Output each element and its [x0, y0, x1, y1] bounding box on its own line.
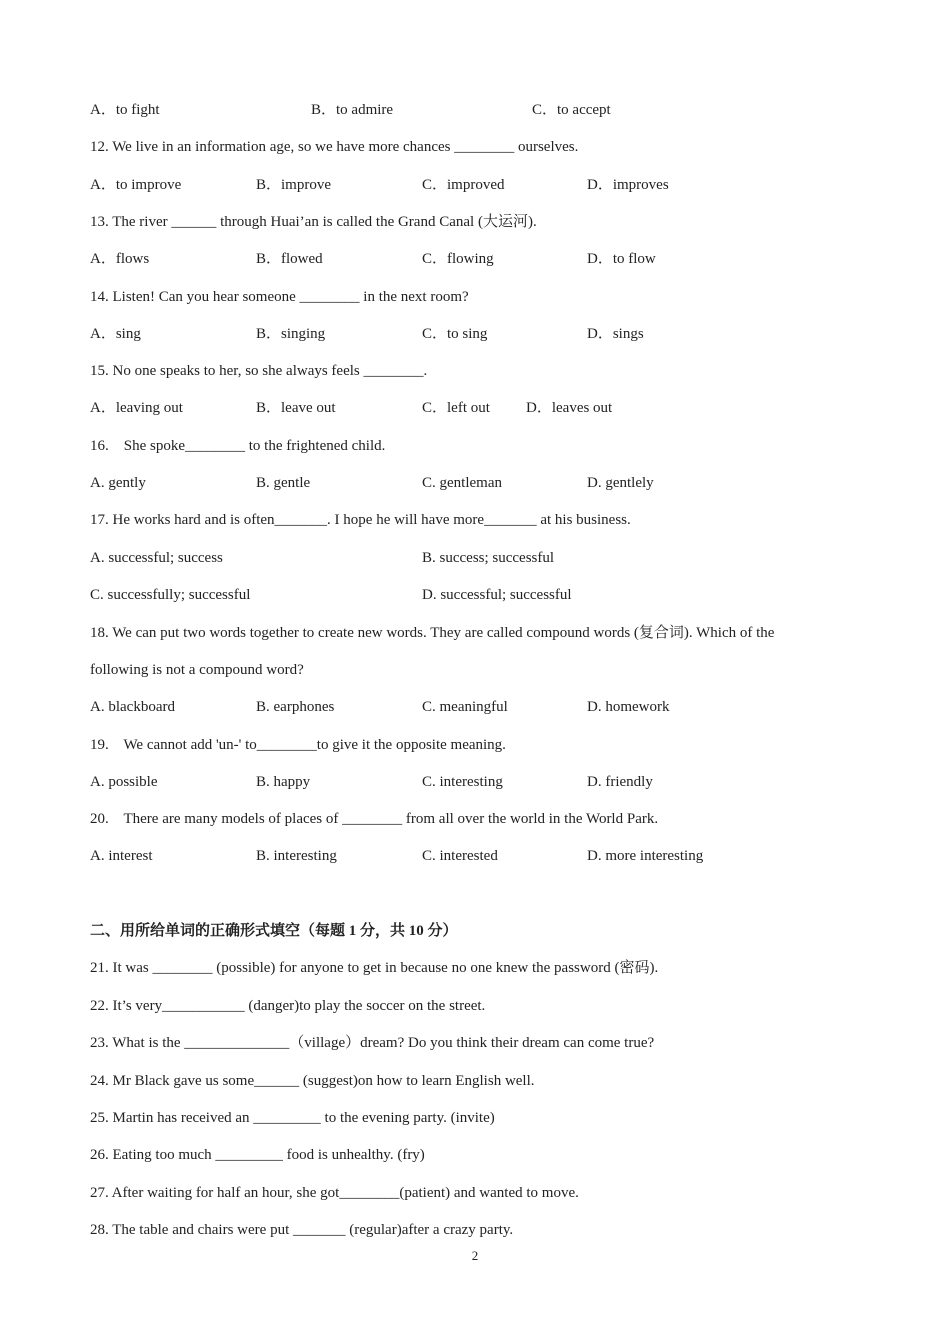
q13-stem: 13. The river ______ through Huai’an is called the Grand Canal (大运河). — [90, 214, 537, 230]
q21-item: 21. It was ________ (possible) for anyone to get in because no one knew the password (密码). — [90, 960, 659, 976]
q18-option-b: B. earphones — [256, 699, 335, 715]
q17-option-d: D. successful; successful — [422, 587, 572, 603]
q13-option-a: A．flows — [90, 251, 150, 267]
q18-stem-line1: 18. We can put two words together to create new words. They are called compound words (复合词). Which of the — [90, 625, 775, 641]
q17-option-a: A. successful; success — [90, 550, 223, 566]
q14-option-b: B．singing — [256, 326, 326, 342]
q17-stem: 17. He works hard and is often_______. I hope he will have more_______ at his business. — [90, 512, 631, 528]
q19-option-d: D. friendly — [587, 774, 653, 790]
q17-option-b: B. success; successful — [422, 550, 555, 566]
q22-item: 22. It’s very___________ (danger)to play the soccer on the street. — [90, 998, 486, 1014]
q18-option-a: A. blackboard — [90, 699, 175, 715]
q19-option-b: B. happy — [256, 774, 311, 790]
q27-item: 27. After waiting for half an hour, she got________(patient) and wanted to move. — [90, 1185, 579, 1201]
q12-option-d: D．improves — [587, 177, 669, 193]
q15-option-c: C．left out — [422, 400, 490, 416]
q13-option-d: D．to flow — [587, 251, 656, 267]
section2-heading: 二、用所给单词的正确形式填空（每题 1 分，共 10 分） — [90, 923, 458, 939]
q18-option-d: D. homework — [587, 699, 670, 715]
q14-option-c: C．to sing — [422, 326, 488, 342]
q16-option-d: D. gentlely — [587, 475, 654, 491]
q23-item: 23. What is the ______________（village）dream? Do you think their dream can come true? — [90, 1035, 655, 1051]
q19-option-c: C. interesting — [422, 774, 503, 790]
q15-option-d: D．leaves out — [526, 400, 613, 416]
q20-option-d: D. more interesting — [587, 848, 704, 864]
q12-option-b: B．improve — [256, 177, 331, 193]
q14-option-d: D．sings — [587, 326, 644, 342]
q16-option-b: B. gentle — [256, 475, 311, 491]
q12-stem: 12. We live in an information age, so we have more chances ________ ourselves. — [90, 139, 579, 155]
q14-option-a: A．sing — [90, 326, 141, 342]
q20-option-c: C. interested — [422, 848, 498, 864]
page-number: 2 — [471, 1248, 479, 1263]
q15-option-b: B．leave out — [256, 400, 336, 416]
q12-option-c: C．improved — [422, 177, 505, 193]
q17-option-c: C. successfully; successful — [90, 587, 251, 603]
q18-option-c: C. meaningful — [422, 699, 508, 715]
q26-item: 26. Eating too much _________ food is unhealthy. (fry) — [90, 1147, 425, 1163]
q25-item: 25. Martin has received an _________ to the evening party. (invite) — [90, 1110, 495, 1126]
q20-stem: 20. There are many models of places of ________ from all over the world in the World Park. — [90, 811, 659, 827]
q16-option-a: A. gently — [90, 475, 146, 491]
q11-option-c: C．to accept — [532, 102, 611, 118]
q20-option-b: B. interesting — [256, 848, 337, 864]
q14-stem: 14. Listen! Can you hear someone ________ in the next room? — [90, 289, 469, 305]
q12-option-a: A．to improve — [90, 177, 182, 193]
q13-option-b: B．flowed — [256, 251, 323, 267]
q16-option-c: C. gentleman — [422, 475, 502, 491]
q19-stem: 19. We cannot add 'un-' to________to give it the opposite meaning. — [90, 737, 506, 753]
q18-stem-line2: following is not a compound word? — [90, 662, 304, 678]
q15-option-a: A．leaving out — [90, 400, 183, 416]
q19-option-a: A. possible — [90, 774, 158, 790]
q16-stem: 16. She spoke________ to the frightened child. — [90, 438, 386, 454]
q13-option-c: C．flowing — [422, 251, 494, 267]
q15-stem: 15. No one speaks to her, so she always feels ________. — [90, 363, 428, 379]
q11-option-b: B．to admire — [311, 102, 394, 118]
q20-option-a: A. interest — [90, 848, 153, 864]
q28-item: 28. The table and chairs were put _______ (regular)after a crazy party. — [90, 1222, 514, 1238]
q11-option-a: A．to fight — [90, 102, 160, 118]
q24-item: 24. Mr Black gave us some______ (suggest)on how to learn English well. — [90, 1073, 535, 1089]
